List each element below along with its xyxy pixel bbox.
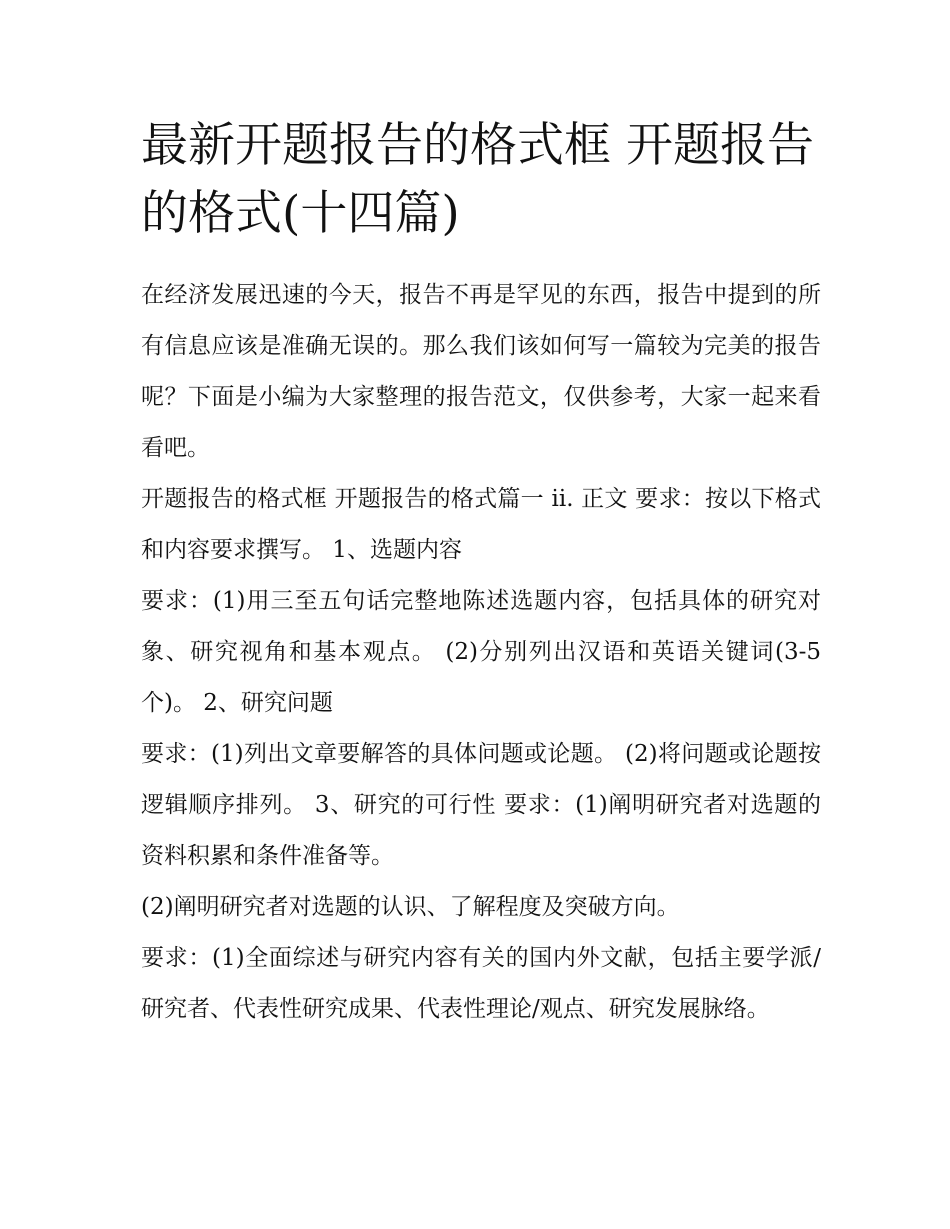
section-heading-paragraph: 开题报告的格式框 开题报告的格式篇一 ii. 正文 要求：按以下格式和内容要求撰写。 1、选题内容 xyxy=(141,486,821,563)
literature-review-paragraph: 要求：(1)全面综述与研究内容有关的国内外文献，包括主要学派/研究者、代表性研究成果、代表性理论/观点、研究发展脉络。 xyxy=(141,945,821,1022)
topic-requirements-paragraph: 要求：(1)用三至五句话完整地陈述选题内容，包括具体的研究对象、研究视角和基本观点。 (2)分别列出汉语和英语关键词(3-5 个)。 2、研究问题 xyxy=(141,588,821,716)
feasibility-paragraph: (2)阐明研究者对选题的认识、了解程度及突破方向。 xyxy=(141,894,680,920)
research-question-paragraph: 要求：(1)列出文章要解答的具体问题或论题。 (2)将问题或论题按逻辑顺序排列。 3、研究的可行性 要求：(1)阐明研究者对选题的资料积累和条件准备等。 xyxy=(141,741,821,869)
document-title: 最新开题报告的格式框 开题报告的格式(十四篇) xyxy=(141,118,814,241)
document-page xyxy=(141,112,821,1035)
intro-paragraph: 在经济发展迅速的今天，报告不再是罕见的东西，报告中提到的所有信息应该是准确无误的。那么我们该如何写一篇较为完美的报告呢？下面是小编为大家整理的报告范文，仅供参考，大家一起来看看吧。 xyxy=(141,282,821,461)
